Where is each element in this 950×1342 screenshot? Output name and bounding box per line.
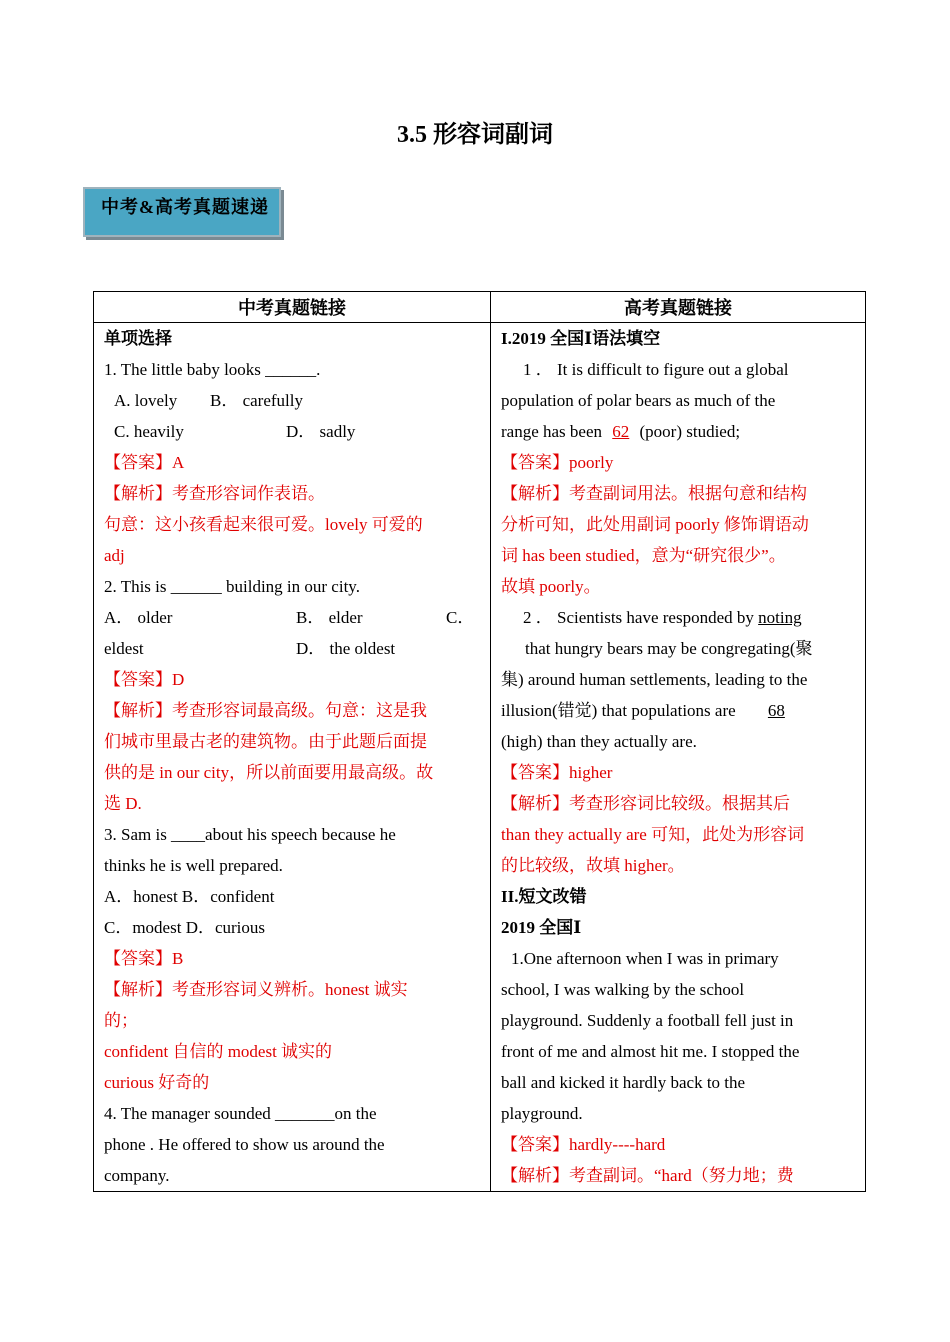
table-header-row bbox=[94, 292, 866, 323]
passage-line: 1 ． It is difficult to figure out a global bbox=[523, 360, 789, 379]
passage-line: playground. Suddenly a football fell just in bbox=[501, 1011, 794, 1030]
passage-line: 集) around human settlements, leading to the bbox=[501, 670, 808, 689]
question-options: A．honest B．confident bbox=[104, 887, 275, 906]
table-body-row bbox=[94, 323, 866, 1192]
passage-line: playground. bbox=[501, 1104, 583, 1123]
question-stem: thinks he is well prepared. bbox=[104, 856, 283, 875]
answer-line: 【答案】higher bbox=[501, 763, 613, 782]
answer-line: 【答案】A bbox=[104, 453, 185, 472]
right-column bbox=[491, 323, 866, 1192]
blank-number: 62 bbox=[612, 422, 630, 441]
section-badge bbox=[83, 187, 281, 237]
analysis-line: 故填 poorly。 bbox=[501, 577, 601, 596]
exam-table bbox=[93, 291, 866, 1192]
answer-line: 【答案】poorly bbox=[501, 453, 614, 472]
passage-text: range has been bbox=[501, 422, 603, 441]
passage-line: ball and kicked it hardly back to the bbox=[501, 1073, 746, 1092]
option: D． the oldest bbox=[296, 639, 396, 658]
question-stem: 1. The little baby looks ______. bbox=[104, 360, 321, 379]
question-stem: 2. This is ______ building in our city. bbox=[104, 577, 360, 596]
passage-line bbox=[501, 602, 856, 633]
question-options bbox=[104, 602, 481, 633]
passage-text: illusion(错觉) that populations are bbox=[501, 701, 736, 720]
option: B． carefully bbox=[210, 391, 303, 410]
blank-number: 68 bbox=[767, 701, 785, 720]
page-title: 3.5 形容词副词 bbox=[397, 122, 553, 148]
answer-line: 【答案】hardly----hard bbox=[501, 1135, 666, 1154]
section-heading: I.2019 全国Ⅰ语法填空 bbox=[501, 329, 661, 348]
question-stem: phone . He offered to show us around the bbox=[104, 1135, 385, 1154]
passage-line: population of polar bears as much of the bbox=[501, 391, 776, 410]
answer-line: 【答案】D bbox=[104, 670, 185, 689]
answer-line: 【答案】B bbox=[104, 949, 184, 968]
option: C． bbox=[446, 608, 475, 627]
analysis-line: adj bbox=[104, 546, 125, 565]
question-options bbox=[104, 385, 481, 416]
option: B． elder bbox=[296, 608, 363, 627]
option: A． older bbox=[104, 608, 173, 627]
right-column-header: 高考真题链接 bbox=[491, 292, 866, 323]
passage-line bbox=[501, 695, 856, 726]
passage-line bbox=[501, 416, 856, 447]
passage-line: front of me and almost hit me. I stopped the bbox=[501, 1042, 800, 1061]
badge-label: 中考&高考真题速递 bbox=[101, 197, 269, 217]
option: C. heavily bbox=[114, 422, 184, 441]
analysis-line: 选 D. bbox=[104, 794, 142, 813]
analysis-line: 【解析】考查形容词义辨析。honest 诚实 bbox=[104, 980, 408, 999]
analysis-line: 的； bbox=[104, 1011, 138, 1030]
option: eldest bbox=[104, 639, 144, 658]
question-stem: 4. The manager sounded _______on the bbox=[104, 1104, 377, 1123]
analysis-line: 【解析】考查形容词最高级。句意：这是我 bbox=[104, 701, 427, 720]
section-heading: 2019 全国Ⅰ bbox=[501, 918, 582, 937]
analysis-line: 词 has been studied，意为“研究很少”。 bbox=[501, 546, 786, 565]
analysis-line: 分析可知，此处用副词 poorly 修饰谓语动 bbox=[501, 515, 809, 534]
question-options: C．modest D．curious bbox=[104, 918, 266, 937]
passage-line: school, I was walking by the school bbox=[501, 980, 745, 999]
section-heading: 单项选择 bbox=[104, 329, 172, 348]
passage-line: 1.One afternoon when I was in primary bbox=[511, 949, 779, 968]
analysis-line: 供的是 in our city，所以前面要用最高级。故 bbox=[104, 763, 434, 782]
left-column bbox=[94, 323, 491, 1192]
analysis-line: 的比较级，故填 higher。 bbox=[501, 856, 685, 875]
analysis-line: 【解析】考查副词。“hard（努力地；费 bbox=[501, 1166, 794, 1185]
question-stem: company. bbox=[104, 1166, 170, 1185]
analysis-line: than they actually are 可知，此处为形容词 bbox=[501, 825, 805, 844]
passage-line: that hungry bears may be congregating(聚 bbox=[525, 639, 813, 658]
question-options bbox=[104, 633, 481, 664]
analysis-line: 句意：这小孩看起来很可爱。lovely 可爱的 bbox=[104, 515, 423, 534]
analysis-line: 【解析】考查形容词作表语。 bbox=[104, 484, 325, 503]
underlined-word: noting bbox=[758, 608, 802, 627]
passage-text: 2 ． Scientists have responded by bbox=[523, 608, 754, 627]
option: D． sadly bbox=[286, 422, 356, 441]
analysis-line: curious 好奇的 bbox=[104, 1073, 210, 1092]
option: A. lovely bbox=[114, 391, 178, 410]
analysis-line: 【解析】考查形容词比较级。根据其后 bbox=[501, 794, 790, 813]
question-stem: 3. Sam is ____about his speech because he bbox=[104, 825, 396, 844]
analysis-line: confident 自信的 modest 诚实的 bbox=[104, 1042, 333, 1061]
left-column-header: 中考真题链接 bbox=[94, 292, 491, 323]
section-heading: II.短文改错 bbox=[501, 887, 587, 906]
question-options bbox=[104, 416, 481, 447]
analysis-line: 【解析】考查副词用法。根据句意和结构 bbox=[501, 484, 807, 503]
passage-text: (poor) studied; bbox=[639, 422, 741, 441]
analysis-line: 们城市里最古老的建筑物。由于此题后面提 bbox=[104, 732, 427, 751]
passage-line: (high) than they actually are. bbox=[501, 732, 697, 751]
